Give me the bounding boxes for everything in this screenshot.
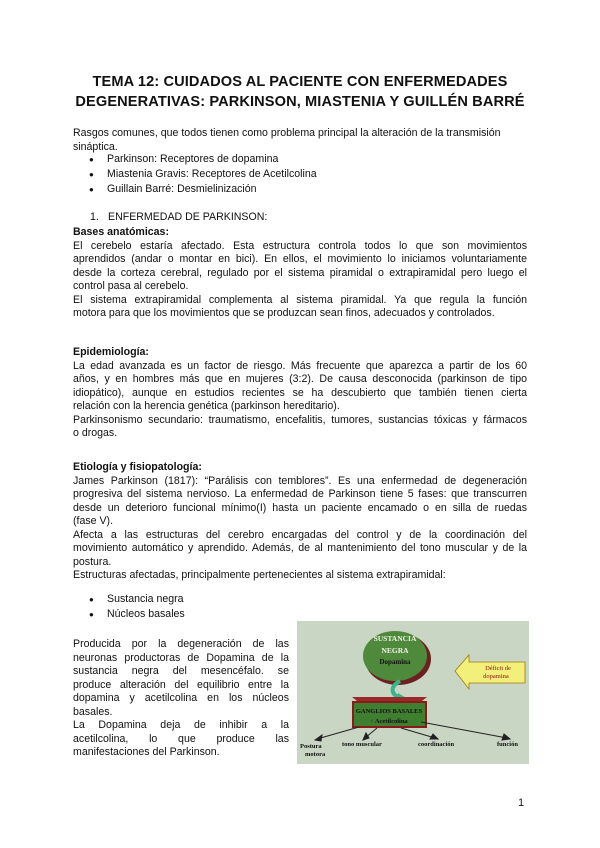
epidemiologia-block <box>73 346 527 441</box>
produccion-line: neuronas productoras de Dopamina de la <box>73 651 289 664</box>
ganglios-basales-label-2: ↑ Acetilcolina <box>370 718 408 725</box>
epidemiologia-line: relación con la herencia genética (parkinson hereditario). <box>73 400 340 412</box>
produccion-line: dopamina y acetilcolina en los núcleos <box>73 692 289 704</box>
produccion-line: acetilcolina, lo que produce las <box>73 732 289 745</box>
bases-line: motora para que los movimientos que se produzcan sean finos, adecuados y controlados. <box>73 307 495 319</box>
bases-line: aprendidos (andar o montar en bici). En ellos, el movimiento lo iniciamos voluntariamente <box>73 253 527 265</box>
etiologia-line: postura. <box>73 555 112 568</box>
sustancia-negra-label-1: SUSTANCIA <box>373 634 417 643</box>
bases-line: El sistema extrapiramidal complementa al sistema piramidal. Ya que regula la función <box>73 293 527 306</box>
produccion-line: basales. <box>73 705 113 718</box>
etiologia-line: progresiva del sistema nervioso. La enfermedad de Parkinson tiene 5 fases: que transcurren <box>73 488 527 500</box>
etiologia-heading: Etiología y fisiopatología: <box>73 461 202 473</box>
arrow-funcion-head <box>502 734 510 740</box>
arrow-coordinacion <box>401 728 435 738</box>
intro-bullet-guillain: ● Guillain Barré: Desmielinización <box>86 182 506 197</box>
epidemiologia-heading: Epidemiología: <box>73 346 149 358</box>
bases-line: desde la corteza cerebral, regulado por el sistema piramidal o extrapiramidal pero luego el <box>73 266 527 279</box>
epidemiologia-line: Parkinsonismo secundario: traumatismo, encefalitis, tumores, sustancias tóxicas y fármacos <box>73 413 527 426</box>
bases-line: El cerebelo estaría afectado. Esta estructura controla todos lo que son movimientos <box>73 239 527 252</box>
ganglios-basales-label-1: GANGLIOS BASALES <box>355 708 423 715</box>
output-postura: Postura <box>300 743 322 750</box>
sustancia-negra-label-2: NEGRA <box>381 646 409 655</box>
epidemiologia-line: La edad avanzada es un factor de riesgo. Más frecuente que aparezca a partir de los 60 <box>73 359 527 372</box>
arrow-tono-head <box>363 733 369 740</box>
produccion-paragraph <box>73 638 289 760</box>
intro-line-1: Rasgos comunes, que todos tienen como problema principal la alteración de la transmisión <box>73 127 501 139</box>
etiologia-line: Afecta a las estructuras del cerebro encargadas del control y de la coordinación del <box>73 528 527 541</box>
document-title <box>60 72 540 112</box>
structure-sustancia-negra: ● Sustancia negra <box>86 592 286 607</box>
arrow-postura <box>317 727 359 739</box>
output-tono-muscular: tono muscular <box>342 741 382 748</box>
deficit-label-2: dopamina <box>483 673 509 680</box>
etiologia-line: movimiento automático y aprendido. Además, de al mantenimiento del tono muscular y de la <box>73 542 527 554</box>
intro-bullet-parkinson: ● Parkinson: Receptores de dopamina <box>86 152 506 167</box>
epidemiologia-line: idiopático), aunque en estudios recientes se ha descubierto que también tienen cierta <box>73 386 527 399</box>
intro-line-2: sináptica. <box>73 140 118 153</box>
intro-bullet-list <box>86 152 506 197</box>
title-line-2: DEGENERATIVAS: PARKINSON, MIASTENIA Y GUILLÉN BARRÉ <box>75 94 525 110</box>
produccion-line: sustancia negra del mesencéfalo. se <box>73 665 289 677</box>
produccion-line: manifestaciones del Parkinson. <box>73 746 220 758</box>
deficit-label-1: Déficit de <box>485 665 511 672</box>
etiologia-line: Estructuras afectadas, principalmente pertenecientes al sistema extrapiramidal: <box>73 569 446 581</box>
title-line-1: TEMA 12: CUIDADOS AL PACIENTE CON ENFERMEDADES <box>92 74 508 90</box>
etiologia-line: (fase V). <box>73 515 114 527</box>
bases-heading: Bases anatómicas: <box>73 226 169 238</box>
structures-bullet-list <box>86 592 286 622</box>
diagram-svg <box>297 621 529 764</box>
page-number: 1 <box>518 797 524 809</box>
epidemiologia-line: años, y en hombres más que en mujeres (3:2). De causa desconocida (parkinson de tipo <box>73 373 527 385</box>
arrow-coordinacion-head <box>430 734 438 739</box>
produccion-line: Producida por la degeneración de las <box>73 638 289 650</box>
epidemiologia-line: o drogas. <box>73 427 118 439</box>
structure-nucleos-basales: ● Núcleos basales <box>86 607 286 622</box>
ganglios-basales-bevel <box>352 697 427 701</box>
etiologia-line: James Parkinson (1817): “Parálisis con temblores”. Es una enfermedad de degeneración <box>73 474 527 487</box>
intro-paragraph <box>73 127 527 154</box>
section-1-title: ENFERMEDAD DE PARKINSON: <box>108 211 268 223</box>
deficit-dopamina-arrow <box>455 655 525 689</box>
bases-anatomicas-block <box>73 226 527 321</box>
intro-bullet-miastenia: ● Miastenia Gravis: Receptores de Acetilcolina <box>86 167 506 182</box>
produccion-line: produce alteración del equilibrio entre la <box>73 678 289 691</box>
output-funcion: función <box>497 741 518 748</box>
parkinson-pathway-diagram <box>297 621 529 764</box>
output-coordinacion: coordinación <box>418 741 455 748</box>
produccion-line: La Dopamina deja de inhibir a la <box>73 719 289 731</box>
sustancia-negra-label-3: Dopamina <box>379 658 411 666</box>
output-motora: motora <box>305 751 326 758</box>
arrow-postura-head <box>315 735 322 741</box>
bases-line: control pasa al cerebelo. <box>73 280 189 292</box>
etiologia-line: desde un deterioro funcional mínimo(I) hasta un paciente encamado o en silla de ruedas <box>73 501 527 514</box>
section-1-number: 1. <box>90 211 99 223</box>
etiologia-block <box>73 461 527 583</box>
